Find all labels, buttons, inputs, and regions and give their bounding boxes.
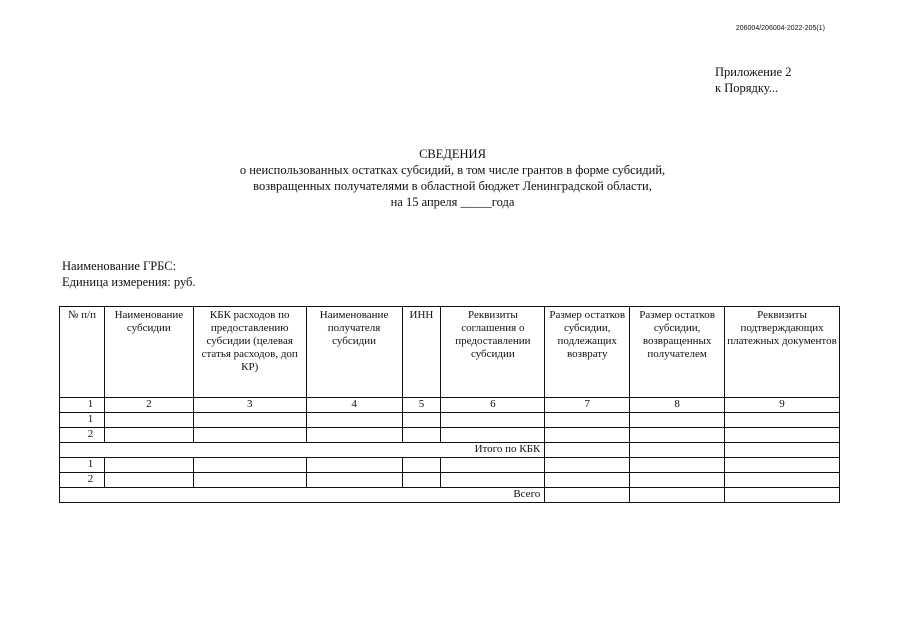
table-cell: [441, 473, 545, 488]
unit-label: Единица измерения: руб.: [62, 275, 196, 289]
header-cell: КБК расходов по предоставлению субсидии (целевая статья расходов, доп КР): [193, 307, 306, 398]
document-title: [0, 146, 905, 210]
header-cell: Наименование получателя субсидии: [306, 307, 402, 398]
table-cell: [725, 413, 840, 428]
table-cell: [725, 488, 840, 503]
table-cell: [545, 413, 630, 428]
header-cell: ИНН: [402, 307, 441, 398]
table-cell: [104, 428, 193, 443]
column-number-row: [60, 398, 840, 413]
table-cell: [725, 428, 840, 443]
appendix-line-2: к Порядку...: [715, 81, 779, 95]
column-number: 8: [630, 398, 725, 413]
row-number: 2: [60, 473, 105, 488]
column-number: 3: [193, 398, 306, 413]
table-cell: [545, 488, 630, 503]
table-cell: [725, 443, 840, 458]
table-cell: [545, 428, 630, 443]
table-cell: [193, 458, 306, 473]
column-number: 7: [545, 398, 630, 413]
table-cell: [402, 413, 441, 428]
title-line-1: о неиспользованных остатках субсидий, в том числе грантов в форме субсидий,: [239, 163, 666, 177]
header-cell: Размер остатков субсидии, возвращенных получателем: [630, 307, 725, 398]
table-cell: [402, 428, 441, 443]
table-cell: [306, 473, 402, 488]
table-cell: [725, 458, 840, 473]
table-cell: [402, 458, 441, 473]
total-row: [60, 488, 840, 503]
report-table: [59, 306, 840, 503]
appendix-note: [715, 64, 791, 96]
row-number: 1: [60, 458, 105, 473]
table-row: [60, 428, 840, 443]
table-cell: [104, 458, 193, 473]
table-cell: [630, 458, 725, 473]
title-heading: СВЕДЕНИЯ: [419, 147, 486, 161]
table-cell: [441, 458, 545, 473]
column-number: 4: [306, 398, 402, 413]
table-row: [60, 458, 840, 473]
table-cell: [306, 413, 402, 428]
table-cell: [630, 413, 725, 428]
table-cell: [306, 458, 402, 473]
table-cell: [193, 473, 306, 488]
subtotal-label: Итого по КБК: [60, 443, 545, 458]
title-line-2: возвращенных получателями в областной бюджет Ленинградской области,: [253, 179, 652, 193]
row-number: 1: [60, 413, 105, 428]
header-cell: Реквизиты соглашения о предоставлении субсидии: [441, 307, 545, 398]
table-cell: [441, 428, 545, 443]
title-line-3: на 15 апреля _____года: [390, 195, 515, 209]
column-number: 1: [60, 398, 105, 413]
table-cell: [630, 488, 725, 503]
table-row: [60, 473, 840, 488]
column-number: 6: [441, 398, 545, 413]
table-cell: [630, 428, 725, 443]
header-row: [60, 307, 840, 398]
header-cell: Наименование субсидии: [104, 307, 193, 398]
table-cell: [402, 473, 441, 488]
column-number: 2: [104, 398, 193, 413]
table-cell: [193, 413, 306, 428]
meta-info: [62, 258, 196, 290]
table-cell: [104, 413, 193, 428]
table-cell: [630, 473, 725, 488]
table-cell: [441, 413, 545, 428]
table-row: [60, 413, 840, 428]
grbs-label: Наименование ГРБС:: [62, 259, 177, 273]
total-label: Всего: [60, 488, 545, 503]
appendix-line-1: Приложение 2: [715, 65, 792, 79]
subtotal-row: [60, 443, 840, 458]
header-cell: Размер остатков субсидии, подлежащих возврату: [545, 307, 630, 398]
header-cell: Реквизиты подтверждающих платежных документов: [725, 307, 840, 398]
table-cell: [630, 443, 725, 458]
header-cell: № п/п: [60, 307, 105, 398]
table-cell: [104, 473, 193, 488]
table-cell: [193, 428, 306, 443]
table-cell: [545, 458, 630, 473]
table-cell: [545, 473, 630, 488]
document-id: 206004/206004-2022-205(1): [735, 25, 825, 32]
column-number: 5: [402, 398, 441, 413]
table-cell: [545, 443, 630, 458]
row-number: 2: [60, 428, 105, 443]
table-cell: [725, 473, 840, 488]
table-cell: [306, 428, 402, 443]
column-number: 9: [725, 398, 840, 413]
